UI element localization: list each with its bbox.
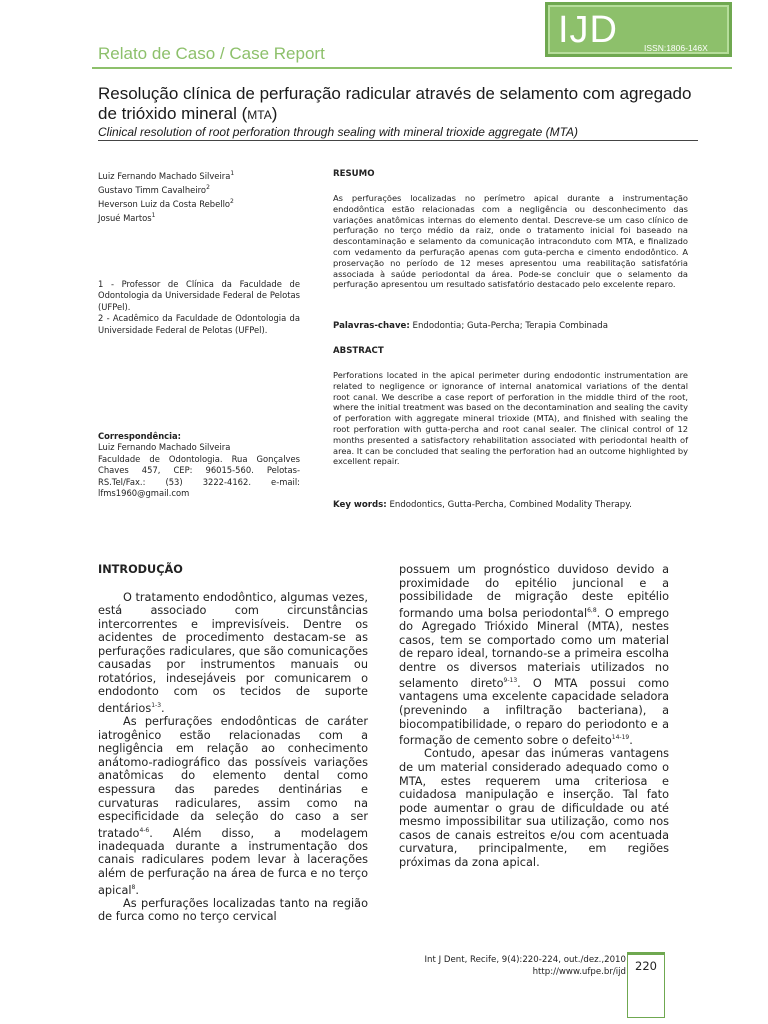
- abstract-heading: ABSTRACT: [333, 346, 384, 356]
- introduction-heading: INTRODUÇÃO: [98, 563, 183, 576]
- paragraph: possuem um prognóstico duvidoso devido a proximidade do epitélio juncional e a possibilidade de migração deste epitélio formando uma bolsa periodontal$^{6,8}$. O emprego do Agregado Trióxido Mineral (MTA), nestes casos, tem se comportado como um material de reparo ideal, tornando-se a primeira escolha dentre os diversos materiais utilizados no selamento direto$^{9-13}$. O MTA possui como vantagens uma excelente capacidade seladora (prevenindo a infiltração bacteriana), a biocompatibilidade, o reparo do periodonto e a formação de cemento sobre o defeito$^{14-19}$.: [399, 563, 669, 747]
- issn: ISSN:1806-146X: [644, 43, 708, 53]
- citation: Int J Dent, Recife, 9(4):220-224, out./dez.,2010: [424, 955, 626, 965]
- page-number: 220: [627, 952, 665, 1018]
- section-label: Relato de Caso / Case Report: [98, 44, 325, 63]
- author: Josué Martos$^1$: [98, 212, 156, 223]
- journal-logo-text: IJD: [558, 9, 618, 51]
- body-left-column: [98, 563, 368, 924]
- header-rule: [92, 67, 732, 69]
- title-text: Resolução clínica de perfuração radicular através de selamento com agregado de trióxido mineral (: [98, 84, 692, 123]
- abstract-text: Perforations located in the apical perimeter during endodontic instrumentation are related to negligence or ignorance of internal anatomical variations of the dental root canal. We describe a case report of perforation in the middle third of the root, where the initial treatment was based on the decontamination and sealing the cavity of perforation with aggregate mineral trioxide (MTA), and finished with sealing the root perforation with gutta-percha and root canal sealer. The clinical control of 12 months presented a satisfactory rehabilitation associated with periodontal health of area. It can be concluded that sealing the perforation had an outcome highlighted by excellent repair.: [333, 370, 688, 467]
- abstract-keywords: Key words: Endodontics, Gutta-Percha, Combined Modality Therapy.: [333, 500, 632, 510]
- author: Luiz Fernando Machado Silveira$^1$: [98, 170, 235, 181]
- title-abbr: MTA: [247, 108, 272, 122]
- correspondence-heading: Correspondência:: [98, 431, 182, 441]
- article-title: [98, 84, 708, 125]
- journal-url[interactable]: http://www.ufpe.br/ijd: [532, 967, 626, 977]
- paragraph: Contudo, apesar das inúmeras vantagens de um material considerado adequado como o MTA, estes requerem uma criteriosa e cuidadosa manipulação e inserção. Tal fato pode aumentar o grau de dificuldade ou até mesmo impossibilitar sua utilização, como nos casos de canais estreitos e/ou com acentuada curvatura, principalmente, em regiões próximas da zona apical.: [399, 747, 669, 869]
- affiliation: 2 - Acadêmico da Faculdade de Odontologia da Universidade Federal de Pelotas (UFPel).: [98, 313, 300, 335]
- title-close: ): [271, 104, 278, 123]
- paragraph: As perfurações endodônticas de caráter iatrogênico estão relacionadas com a negligência em relação ao conhecimento anátomo-radiográfico das possíveis variações anatômicas do elemento dental como espessura das paredes dentinárias e curvaturas radiculares, assim como na especificidade da seleção do caso a ser tratado$^{4-6}$. Além disso, a modelagem inadequada durante a instrumentação dos canais radiculares podem levar à lacerações além de perfuração na área de furca e no terço apical$^8$.: [98, 715, 368, 897]
- paragraph: O tratamento endodôntico, algumas vezes, está associado com circunstâncias intercorrentes e imprevisíveis. Dentre os acidentes de procedimento destacam-se as perfurações radiculares, que são comunicações causadas por instrumentos manuais ou rotatórios, indesejáveis por comunicarem o endodonto com os tecidos de suporte dentários$^{1-3}$.: [98, 590, 368, 715]
- affiliations: [98, 279, 300, 336]
- correspondence: [98, 431, 300, 499]
- paragraph: As perfurações localizadas tanto na região de furca como no terço cervical: [98, 896, 368, 924]
- journal-logo: [545, 2, 732, 57]
- correspondence-name: Luiz Fernando Machado Silveira: [98, 442, 231, 453]
- body-right-column: [399, 563, 669, 869]
- correspondence-address: Faculdade de Odontologia. Rua Gonçalves Chaves 457, CEP: 96015-560. Pelotas-RS.Tel/Fax.: (53) 3222-4162. e-mail: lfms1960@gmail.com: [98, 453, 300, 499]
- article-subtitle-en: Clinical resolution of root perforation through sealing with mineral trioxide aggregate (MTA): [98, 125, 698, 141]
- resumo-heading: RESUMO: [333, 169, 375, 179]
- citation-footer: [425, 954, 627, 978]
- resumo-keywords: Palavras-chave: Endodontia; Guta-Percha; Terapia Combinada: [333, 321, 608, 331]
- author: Gustavo Timm Cavalheiro$^2$: [98, 184, 210, 195]
- resumo-text: As perfurações localizadas no perímetro apical durante a instrumentação endodôntica estão relacionadas com a negligência ou desconhecimento das variações anatômicas internas do elemento dental. Descreve-se um caso clínico de perfuração no terço médio da raiz, onde o tratamento inicial foi baseado na descontaminação e selamento da comunicação intraconduto com MTA, e finalizado com vedamento da perfuração apenas com guta-percha e cimento endodôntico. A proservação no período de 12 meses apresentou uma reabilitação satisfatória associada à saúde periodontal da área. Pode-se concluir que o selamento da perfuração apresentou um resultado satisfatório destacado pelo excelente reparo.: [333, 193, 688, 290]
- author-list: [98, 168, 234, 224]
- affiliation: 1 - Professor de Clínica da Faculdade de Odontologia da Universidade Federal de Pelotas (UFPel).: [98, 279, 300, 312]
- author: Heverson Luiz da Costa Rebello$^2$: [98, 198, 234, 209]
